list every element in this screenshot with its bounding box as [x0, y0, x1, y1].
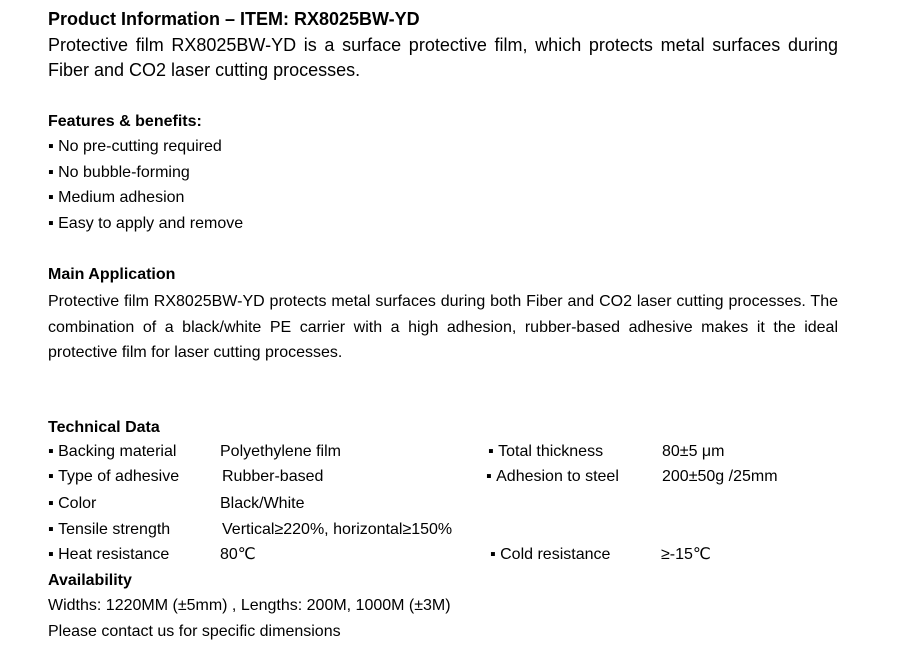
availability-heading: Availability — [48, 572, 132, 589]
tech-value-cold: ≥-15℃ — [661, 546, 711, 563]
availability-line: Please contact us for specific dimensions — [48, 623, 341, 640]
page-title: Product Information – ITEM: RX8025BW-YD — [48, 9, 420, 29]
feature-item: ▪ No pre-cutting required — [48, 137, 222, 157]
tech-value-color: Black/White — [220, 495, 305, 512]
tech-value-tensile: Vertical≥220%, horizontal≥150% — [222, 521, 453, 538]
technical-heading: Technical Data — [48, 419, 160, 436]
features-heading: Features & benefits: — [48, 113, 202, 130]
tech-label-cold: ▪ Cold resistance — [490, 545, 610, 565]
tech-label-adhesive: ▪ Type of adhesive — [48, 467, 179, 487]
tech-label-thickness: ▪ Total thickness — [488, 442, 603, 462]
tech-label-backing: ▪ Backing material — [48, 442, 176, 462]
tech-label-heat: ▪ Heat resistance — [48, 545, 169, 565]
tech-value-adhesion: 200±50g /25mm — [662, 468, 778, 485]
tech-label-adhesion: ▪ Adhesion to steel — [486, 467, 619, 487]
tech-label-color: ▪ Color — [48, 494, 96, 514]
tech-value-heat: 80℃ — [220, 546, 256, 563]
application-heading: Main Application — [48, 266, 176, 283]
feature-item: ▪ Medium adhesion — [48, 188, 184, 208]
tech-label-tensile: ▪ Tensile strength — [48, 520, 170, 540]
tech-value-backing: Polyethylene film — [220, 443, 341, 460]
feature-item: ▪ Easy to apply and remove — [48, 214, 243, 234]
application-paragraph: Protective film RX8025BW-YD protects metal surfaces during both Fiber and CO2 laser cutting processes. The combination of a black/white PE carrier with a high adhesion, rubber-based adhesive makes it the ideal protective film for laser cutting processes. — [48, 293, 838, 361]
availability-line: Widths: 1220MM (±5mm) , Lengths: 200M, 1000M (±3M) — [48, 597, 451, 614]
intro-paragraph: Protective film RX8025BW-YD is a surface protective film, which protects metal surfaces during Fiber and CO2 laser cutting processes. — [48, 35, 838, 80]
feature-item: ▪ No bubble-forming — [48, 163, 190, 183]
tech-value-thickness: 80±5 μm — [662, 443, 725, 460]
tech-value-adhesive: Rubber-based — [222, 468, 324, 485]
